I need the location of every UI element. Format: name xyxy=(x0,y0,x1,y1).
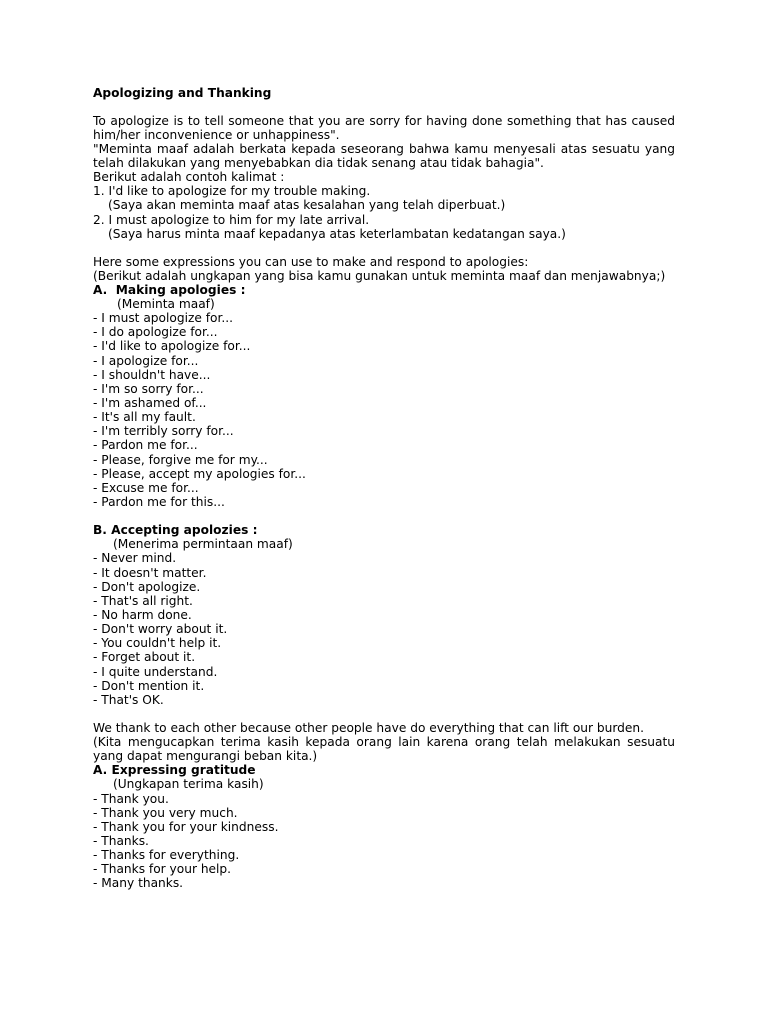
gratitude-item: - Thank you very much. xyxy=(93,805,238,820)
gratitude-item: - Thank you for your kindness. xyxy=(93,819,279,834)
accepting-apologies-heading: B. Accepting apolozies : xyxy=(93,523,258,538)
example-sentence-2: 2. I must apologize to him for my late arrival. xyxy=(93,212,370,227)
accepting-apologies-list xyxy=(93,551,675,707)
making-apology-item: - I'd like to apologize for... xyxy=(93,339,251,354)
document-title: Apologizing and Thanking xyxy=(93,86,272,100)
expressing-gratitude-section xyxy=(93,763,675,890)
making-apologies-section xyxy=(93,283,675,509)
spacer xyxy=(93,707,675,721)
accepting-apology-item: - It doesn't matter. xyxy=(93,565,207,580)
accepting-apologies-section xyxy=(93,523,675,707)
making-apology-item: - I'm terribly sorry for... xyxy=(93,424,234,439)
accepting-apology-item: - No harm done. xyxy=(93,608,192,623)
accepting-apology-item: - Don't apologize. xyxy=(93,579,201,594)
making-apology-item: - I apologize for... xyxy=(93,353,199,368)
making-apology-item: - Please, accept my apologies for... xyxy=(93,466,306,481)
making-apology-item: - I'm ashamed of... xyxy=(93,396,207,411)
definition-indonesian: "Meminta maaf adalah berkata kepada seseorang bahwa kamu menyesali atas sesuatu yang telah dilakukan yang menyebabkan dia tidak senang atau tidak bahagia". xyxy=(93,142,675,171)
thanking-intro-indonesian: (Kita mengucapkan terima kasih kepada orang lain karena orang telah melakukan sesuatu yang dapat mengurangi beban kita.) xyxy=(93,735,675,764)
example-sentence-1: 1. I'd like to apologize for my trouble making. xyxy=(93,184,371,199)
accepting-apology-item: - That's OK. xyxy=(93,692,164,707)
making-apology-item: - I must apologize for... xyxy=(93,311,233,326)
making-apology-item: - It's all my fault. xyxy=(93,410,196,425)
making-apology-item: - Pardon me for... xyxy=(93,438,198,453)
example-translation-2: (Saya harus minta maaf kepadanya atas keterlambatan kedatangan saya.) xyxy=(108,226,566,241)
making-apology-item: - Pardon me for this... xyxy=(93,495,225,510)
accepting-apology-item: - Forget about it. xyxy=(93,650,196,665)
accepting-apology-item: - You couldn't help it. xyxy=(93,636,222,651)
accepting-apology-item: - Never mind. xyxy=(93,551,177,566)
expressing-gratitude-heading: A. Expressing gratitude xyxy=(93,763,256,778)
gratitude-item: - Thanks for your help. xyxy=(93,862,232,877)
spacer xyxy=(93,241,675,255)
making-apologies-subheading: (Meminta maaf) xyxy=(117,297,215,312)
accepting-apology-item: - I quite understand. xyxy=(93,664,218,679)
expressions-intro-english: Here some expressions you can use to make and respond to apologies: xyxy=(93,254,529,269)
making-apology-item: - I'm so sorry for... xyxy=(93,381,204,396)
expressing-gratitude-subheading: (Ungkapan terima kasih) xyxy=(113,777,264,792)
accepting-apology-item: - That's all right. xyxy=(93,593,193,608)
examples-label: Berikut adalah contoh kalimat : xyxy=(93,170,285,185)
thanking-intro-english: We thank to each other because other people have do everything that can lift our burden. xyxy=(93,721,644,736)
gratitude-item: - Thanks. xyxy=(93,833,149,848)
making-apologies-list xyxy=(93,311,675,509)
gratitude-item: - Thanks for everything. xyxy=(93,848,240,863)
making-apology-item: - I do apologize for... xyxy=(93,325,218,340)
accepting-apology-item: - Don't worry about it. xyxy=(93,622,228,637)
making-apology-item: - Excuse me for... xyxy=(93,480,199,495)
expressing-gratitude-list xyxy=(93,792,675,891)
expressions-intro-indonesian: (Berikut adalah ungkapan yang bisa kamu gunakan untuk meminta maaf dan menjawabnya;) xyxy=(93,268,666,283)
spacer xyxy=(93,509,675,523)
example-translation-1: (Saya akan meminta maaf atas kesalahan yang telah diperbuat.) xyxy=(108,198,506,213)
making-apologies-heading: A. Making apologies : xyxy=(93,283,246,298)
gratitude-item: - Many thanks. xyxy=(93,876,184,891)
gratitude-item: - Thank you. xyxy=(93,791,169,806)
making-apology-item: - Please, forgive me for my... xyxy=(93,452,268,467)
document-body xyxy=(93,86,675,891)
making-apology-item: - I shouldn't have... xyxy=(93,367,211,382)
accepting-apology-item: - Don't mention it. xyxy=(93,678,205,693)
definition-english: To apologize is to tell someone that you are sorry for having done something that has caused him/her inconvenience or unhappiness". xyxy=(93,113,675,142)
accepting-apologies-subheading: (Menerima permintaan maaf) xyxy=(113,537,293,552)
